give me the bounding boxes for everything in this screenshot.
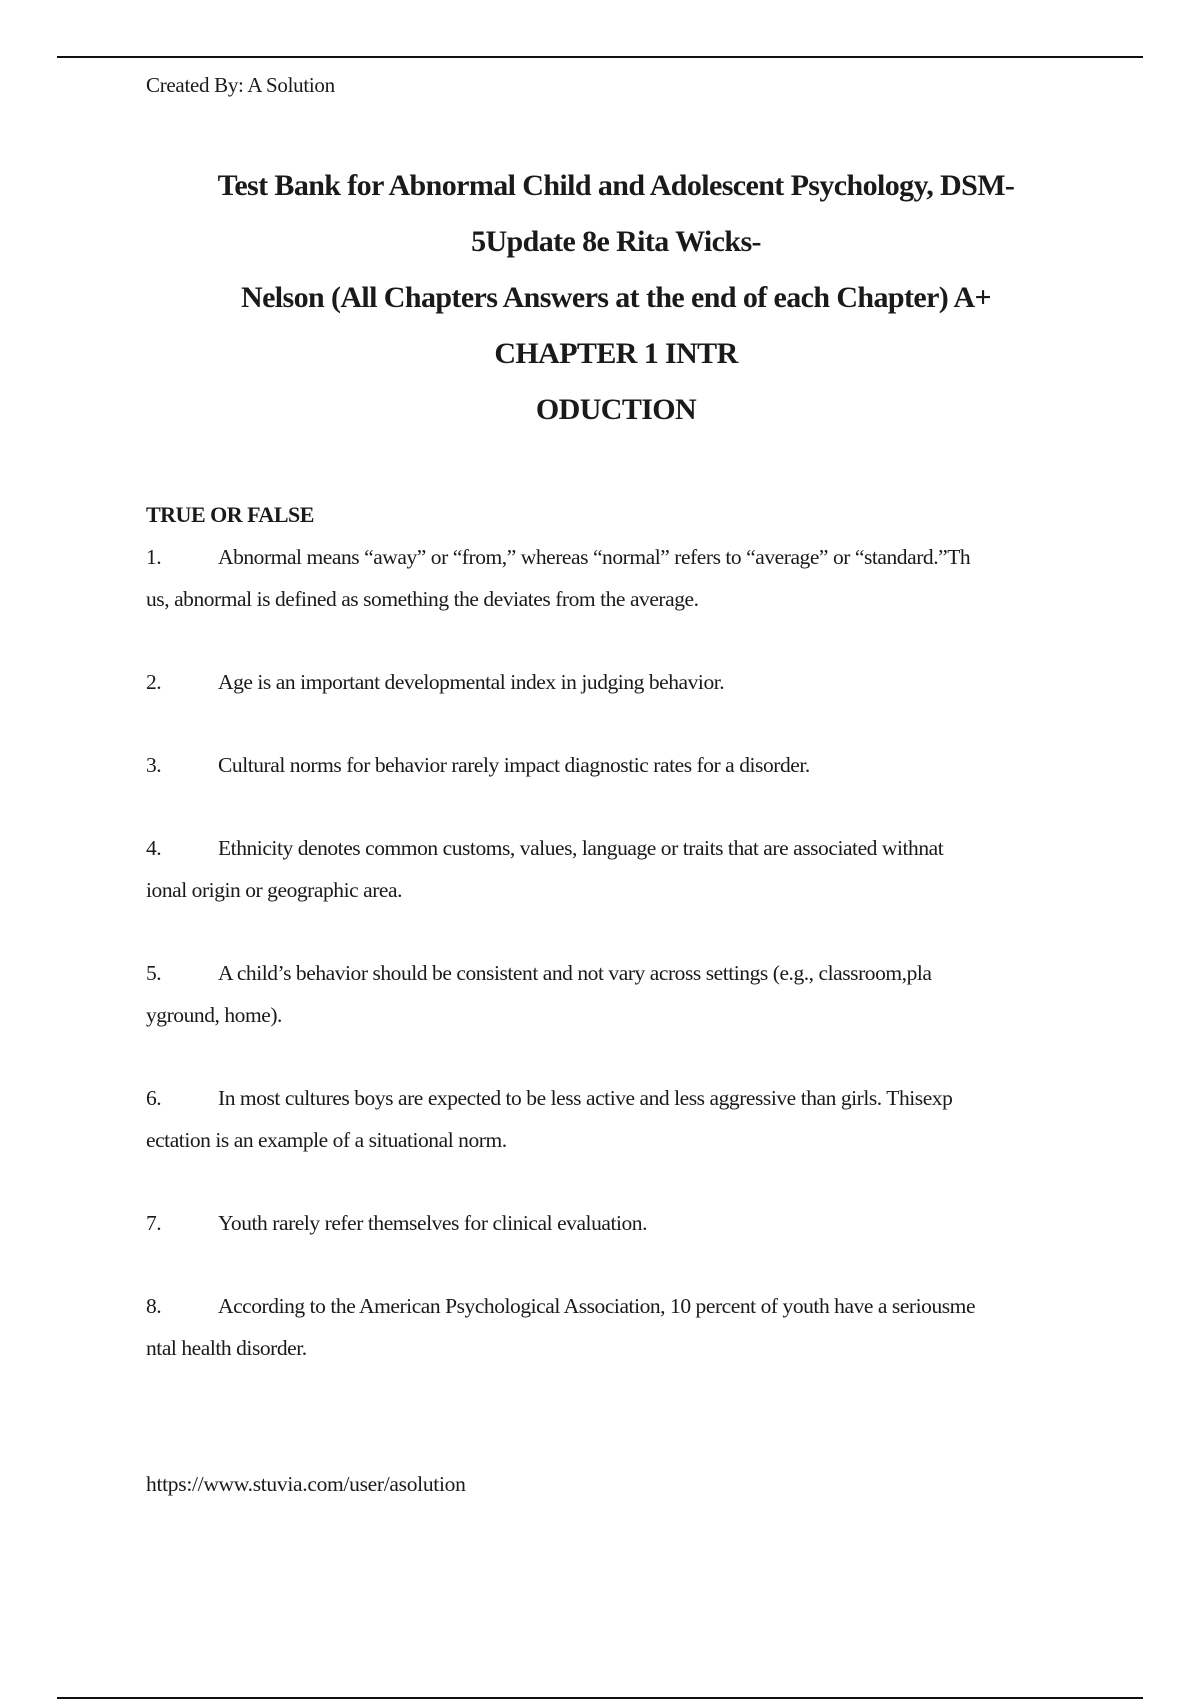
question-number: 3. (146, 753, 162, 777)
question-item (146, 1202, 1086, 1244)
question-item (146, 1077, 1086, 1161)
question-number: 5. (146, 961, 162, 985)
question-line (146, 1285, 1086, 1327)
title-line: 5Update 8e Rita Wicks- (471, 225, 761, 258)
question-item (146, 952, 1086, 1036)
question-number: 6. (146, 1086, 162, 1110)
question-text: Age is an important developmental index in judging behavior. (218, 670, 725, 694)
question-item (146, 536, 1086, 620)
question-line (146, 536, 1086, 578)
question-text-continued: us, abnormal is defined as something the deviates from the average. (146, 587, 699, 611)
question-item (146, 1285, 1086, 1369)
question-item (146, 827, 1086, 911)
question-text-continued: ntal health disorder. (146, 1336, 307, 1360)
question-text: A child’s behavior should be consistent and not vary across settings (e.g., classroom,pla (218, 961, 932, 985)
question-number: 4. (146, 836, 162, 860)
question-text: Ethnicity denotes common customs, values, language or traits that are associated withnat (218, 836, 944, 860)
question-item (146, 661, 1086, 703)
question-text: Abnormal means “away” or “from,” whereas “normal” refers to “average” or “standard.”Th (218, 545, 971, 569)
section-heading: TRUE OR FALSE (146, 502, 314, 527)
question-number: 2. (146, 670, 162, 694)
document-page (146, 70, 1086, 1410)
question-line (146, 661, 1086, 703)
question-text: According to the American Psychological Association, 10 percent of youth have a seriousme (218, 1294, 976, 1318)
header-rule (57, 56, 1143, 58)
footer-url-link[interactable]: https://www.stuvia.com/user/asolution (146, 1472, 466, 1496)
created-by-text: Created By: A Solution (146, 73, 335, 97)
question-number: 7. (146, 1211, 162, 1235)
question-line (146, 1202, 1086, 1244)
question-line (146, 827, 1086, 869)
question-list (146, 536, 1086, 1369)
footer-rule (57, 1697, 1143, 1699)
title-line: Test Bank for Abnormal Child and Adolescent Psychology, DSM- (217, 169, 1015, 202)
question-number: 8. (146, 1294, 162, 1318)
title-line: Nelson (All Chapters Answers at the end of each Chapter) A+ (241, 281, 991, 314)
question-text: Youth rarely refer themselves for clinical evaluation. (218, 1211, 648, 1235)
title-line: ODUCTION (535, 393, 697, 426)
title-line: CHAPTER 1 INTR (494, 337, 738, 370)
question-line (146, 744, 1086, 786)
document-title (146, 158, 1086, 438)
question-text-continued: ional origin or geographic area. (146, 878, 403, 902)
question-text-continued: ectation is an example of a situational norm. (146, 1128, 507, 1152)
question-text-continued: yground, home). (146, 1003, 282, 1027)
question-item (146, 744, 1086, 786)
question-number: 1. (146, 545, 162, 569)
question-text: In most cultures boys are expected to be less active and less aggressive than girls. Thisexp (218, 1086, 953, 1110)
question-text: Cultural norms for behavior rarely impact diagnostic rates for a disorder. (218, 753, 810, 777)
question-line (146, 1077, 1086, 1119)
question-line (146, 952, 1086, 994)
